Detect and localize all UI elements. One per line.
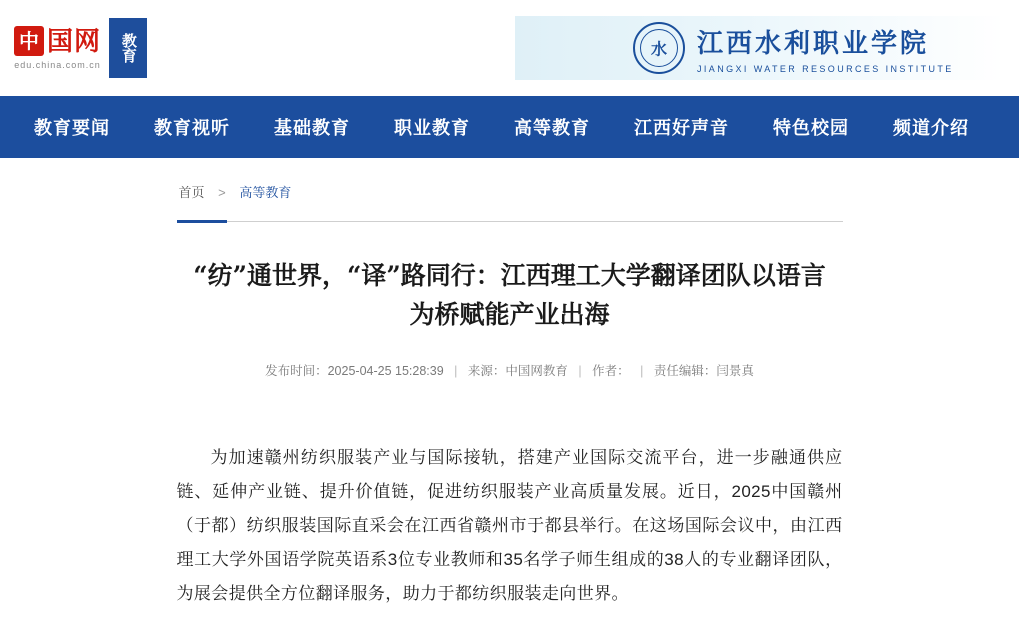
editor-label: 责任编辑：	[653, 363, 717, 378]
education-channel-badge[interactable]: 教育	[109, 18, 147, 78]
page-content	[0, 158, 1019, 611]
china-net-logo[interactable]	[14, 18, 109, 78]
meta-separator-2: |	[578, 363, 582, 378]
meta-separator-3: |	[640, 363, 644, 378]
editor-value: 闫景真	[716, 363, 754, 378]
header-divider-accent	[177, 220, 227, 223]
nav-item-higher-education[interactable]: 高等教育	[514, 118, 590, 138]
content-column	[177, 158, 843, 611]
nav-item-education-av[interactable]: 教育视听	[154, 118, 230, 138]
source-label: 来源：	[467, 363, 506, 378]
article-meta	[177, 361, 843, 379]
china-character-icon: 中	[14, 26, 44, 56]
site-header	[0, 0, 1019, 96]
banner-subtitle: JIANGXI WATER RESOURCES INSTITUTE	[697, 63, 954, 74]
publish-time-value: 2025-04-25 15:28:39	[327, 363, 444, 378]
university-seal-character: 水	[650, 41, 667, 59]
nav-item-jiangxi-voice[interactable]: 江西好声音	[634, 118, 729, 138]
article-paragraph: 为加速赣州纺织服装产业与国际接轨，搭建产业国际交流平台，进一步融通供应链、延伸产业链、提升价值链，促进纺织服装产业高质量发展。近日，2025中国赣州（于都）纺织服装国际直采会在江西省赣州市于都县举行。在这场国际会议中，由江西理工大学外国语学院英语系3位专业教师和35名学子师生组成的38人的专业翻译团队，为展会提供全方位翻译服务，助力于都纺织服装走向世界。	[176, 447, 843, 603]
banner-title: 江西水利职业学院	[697, 28, 930, 59]
nav-item-vocational-education[interactable]: 职业教育	[394, 118, 470, 138]
china-net-logo-domain: edu.china.com.cn	[14, 60, 101, 70]
breadcrumb	[177, 182, 843, 201]
article-body	[177, 441, 843, 611]
breadcrumb-separator: >	[218, 185, 226, 200]
breadcrumb-current[interactable]: 高等教育	[239, 185, 292, 200]
nav-item-channel-intro[interactable]: 频道介绍	[893, 118, 969, 138]
publish-time-label: 发布时间：	[265, 363, 328, 378]
nav-item-featured-campus[interactable]: 特色校园	[773, 118, 849, 138]
page-title: “纺”通世界，“译”路同行：江西理工大学翻译团队以语言为桥赋能产业出海	[193, 261, 826, 329]
banner-text-group	[697, 23, 954, 74]
main-navigation	[0, 96, 1019, 158]
source-value: 中国网教育	[505, 363, 568, 378]
author-label: 作者：	[592, 363, 630, 378]
nav-item-basic-education[interactable]: 基础教育	[274, 118, 350, 138]
china-net-logo-top	[14, 26, 101, 56]
header-divider	[177, 221, 843, 222]
china-net-logo-text: 国网	[47, 26, 102, 56]
sponsor-banner[interactable]	[515, 16, 1005, 80]
site-logo[interactable]	[14, 18, 147, 78]
meta-separator-1: |	[454, 363, 458, 378]
university-seal-icon	[633, 22, 685, 74]
nav-item-education-news[interactable]: 教育要闻	[34, 118, 110, 138]
breadcrumb-home[interactable]: 首页	[178, 185, 205, 200]
